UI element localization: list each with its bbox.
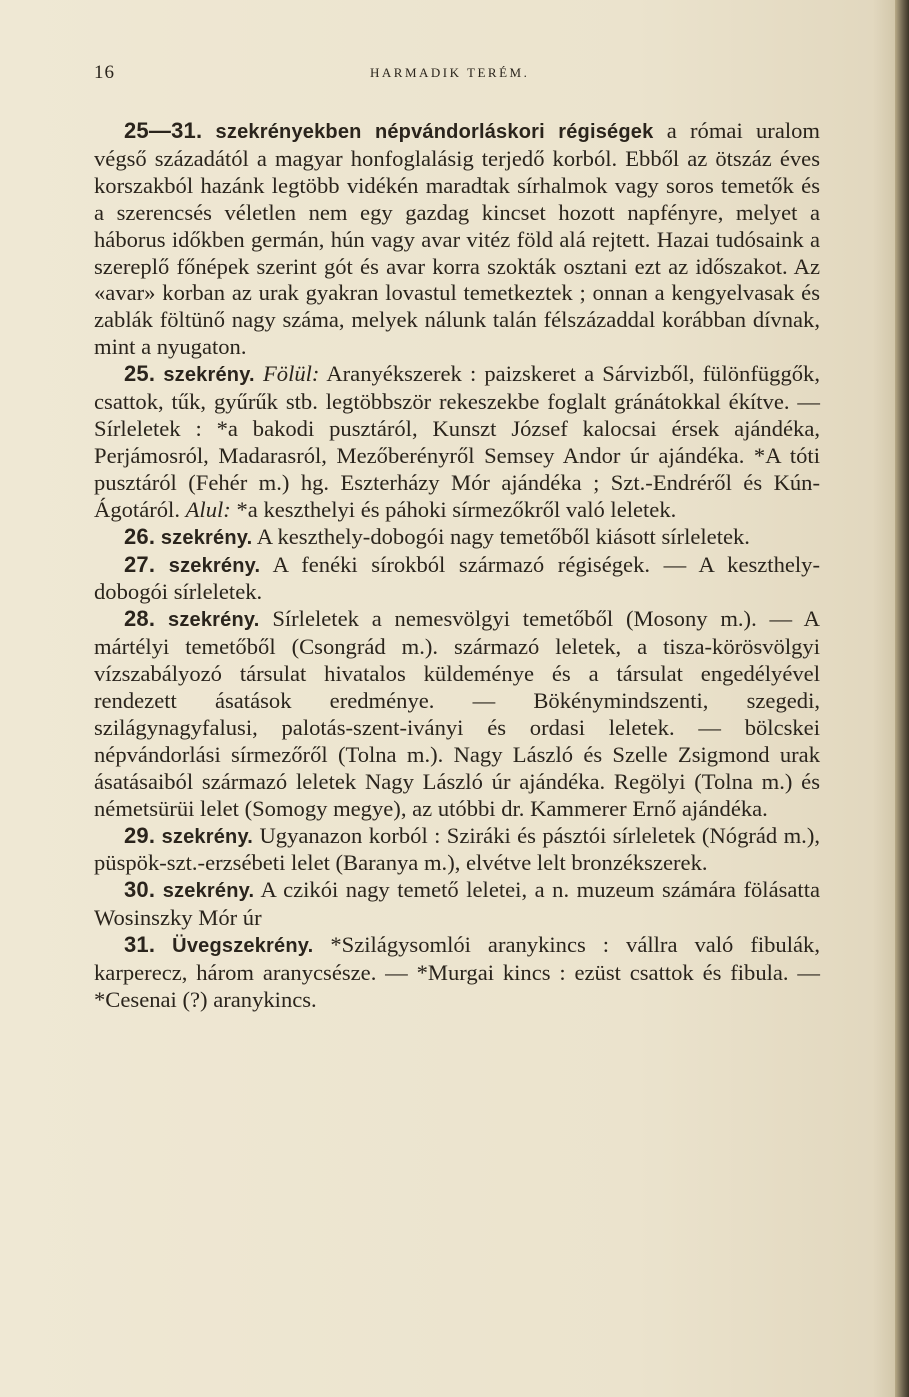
running-header — [94, 62, 822, 88]
entry-title: szekrény. — [161, 825, 254, 848]
entry-title: szekrény. — [163, 364, 255, 387]
entry-title: szekrény. — [162, 880, 255, 903]
entry-28 — [94, 606, 820, 822]
page-number: 16 — [94, 62, 115, 83]
entry-27 — [94, 552, 820, 607]
entry-number: 27. — [124, 551, 156, 577]
entry-title: szekrény. — [168, 554, 261, 577]
entry-number: 28. — [124, 606, 156, 632]
entry-text: A czikói nagy temető leletei, a n. muzeum számára fölásatta Wosinszky Mór úr — [94, 877, 820, 931]
entry-number: 30. — [124, 877, 156, 903]
entry-number: 31. — [124, 932, 156, 958]
entry-title: szekrény. — [168, 609, 260, 632]
entry-label-top: Fölül: — [262, 361, 320, 387]
entry-30 — [94, 877, 820, 932]
entry-title: Üvegszekrény. — [172, 935, 314, 958]
entry-number: 25. — [124, 361, 156, 387]
body-text — [94, 118, 820, 1014]
entry-text: Ugyanazon korból : Sziráki és pásztói sírleletek (Nógrád m.), püspök-szt.-erzsébeti lelet (Baranya m.), elvétve lelt bronzékszerek. — [94, 822, 820, 876]
entry-text: Sírleletek a nemesvölgyi temetőből (Mosony m.). — A mártélyi temetőből (Csongrád m.). származó leletek, a tisza-körösvölgyi vízszabályozó társulat hivatalos küldeménye és a társulat engedélyével rendezett ásatások eredménye. — Bökénymindszenti, szegedi, szilágynagyfalusi, palotás-szent-iványi és ordasi leletek. — bölcskei népvándorlási sírmezőről (Tolna m.). Nagy László és Szelle Zsigmond urak ásatásaiból származó leletek Nagy László úr ajándéka. Regölyi (Tolna m.) és németsürüi lelet (Somogy megye), az utóbbi dr. Kammerer Ernő ajándéka. — [94, 606, 820, 821]
entry-title: szekrényekben népvándorláskori régiségek — [215, 121, 654, 143]
entry-26 — [94, 524, 820, 552]
entry-text: *Szilágysomlói aranykincs : vállra való fibulák, karperecz, három aranycsésze. — *Murgai kincs : ezüst csattok és fibula. — *Cesenai (?) aranykincs. — [94, 932, 820, 1012]
entry-29 — [94, 823, 820, 878]
entry-label-bottom: Alul: — [185, 496, 231, 522]
entry-number: 26. — [124, 523, 156, 549]
entry-25-31 — [94, 118, 820, 361]
running-title: HARMADIK TERÉM. — [370, 65, 530, 80]
entry-number: 29. — [124, 822, 156, 848]
entry-number: 25—31. — [124, 118, 203, 143]
entry-title: szekrény. — [160, 526, 253, 549]
page-edge — [895, 0, 909, 1397]
entry-31 — [94, 932, 820, 1014]
entry-text: A keszthely-dobogói nagy temetőből kiásott sírleletek. — [256, 523, 750, 549]
entry-text: A fenéki sírokból származó régiségek. — A keszthely-dobogói sírleletek. — [94, 551, 820, 605]
entry-text: Aranyékszerek : paizskeret a Sárvizből, fülönfüggők, csattok, tűk, gyűrűk stb. legtöbbször rekeszekbe foglalt gránátokkal ékítve. — Sírleletek : *a bakodi pusztáról, Kunszt József kalocsai érsek ajándéka, Perjámosról, Madarasról, Mezőberényről Semsey Andor úr ajándéka. *A tóti pusztáról (Fehér m.) hg. Eszterházy Mór ajándéka ; Szt.-Endréről és Kún-Ágotáról. — [94, 361, 820, 522]
entry-text: a római uralom végső századától a magyar honfoglalásig terjedő korból. Ebből az ötszáz éves korszakból hazánk legtöbb vidékén maradtak sírhalmok vagy soros temetők és a szerencsés véletlen nem egy gazdag kincset hozott napfényre, melyet a háborus időkben germán, hún vagy avar vitéz föld alá rejtett. Hazai tudósaink a szereplő főnépek szerint gót és avar korra szokták osztani ezt az időszakot. Az «avar» korban az urak gyakran lovastul temetkeztek ; onnan a kengyelvasak és zablák föltünő nagy száma, melyek nálunk talán félszázaddal korábban dívnak, mint a nyugaton. — [94, 118, 820, 360]
entry-25 — [94, 361, 820, 523]
entry-text: *a keszthelyi és páhoki sírmezőkről való leletek. — [236, 496, 677, 522]
